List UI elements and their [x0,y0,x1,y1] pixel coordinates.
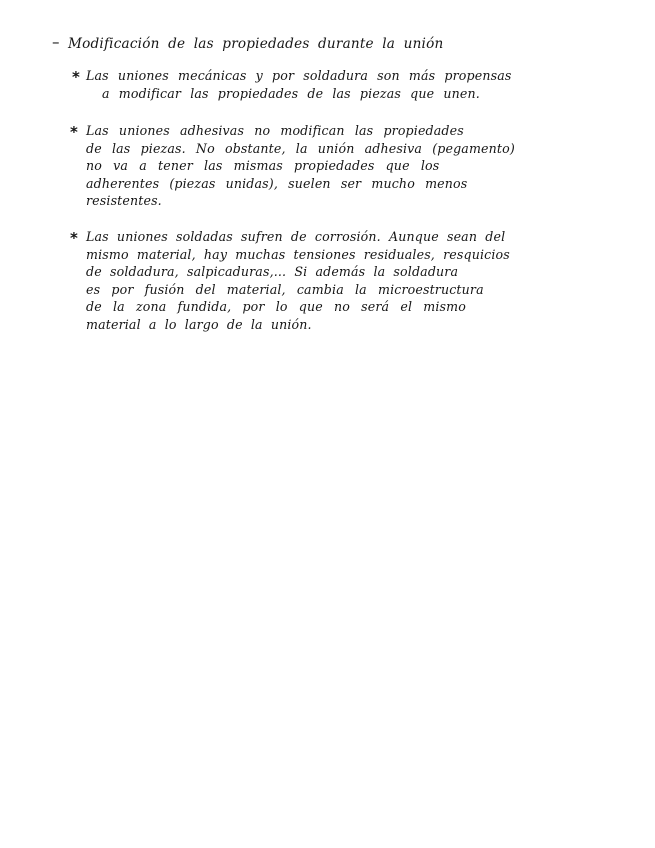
bullet-text [86,228,510,334]
text-line: mismo material, hay muchas tensiones residuales, resquicios [86,246,510,262]
asterisk-bullet-icon: * [72,68,80,86]
section-heading [52,34,632,56]
text-line: no va a tener las mismas propiedades que los [86,158,440,174]
heading-dash-marker: – [52,33,60,51]
text-line: Las uniones adhesivas no modifican las propiedades [86,123,464,138]
heading-text: Modificación de las propiedades durante la unión [68,36,444,52]
asterisk-bullet-icon: * [70,229,78,247]
bullet-text [86,122,515,210]
text-line: a modificar las propiedades de las piezas que unen. [102,86,480,101]
text-line: de la zona fundida, por lo que no será el mismo [86,299,466,315]
text-line: resistentes. [86,193,162,209]
text-line: de soldadura, salpicaduras,... Si además la soldadura [86,264,459,280]
bullet-text [86,67,512,103]
text-line: de las piezas. No obstante, la unión adhesiva (pegamento) [86,140,515,156]
text-line: Las uniones mecánicas y por soldadura son más propensas [86,68,512,83]
text-line: adherentes (piezas unidas), suelen ser mucho menos [86,175,468,191]
asterisk-bullet-icon: * [70,123,78,141]
text-line: es por fusión del material, cambia la microestructura [86,281,484,297]
text-line: material a lo largo de la unión. [86,316,312,332]
text-line: Las uniones soldadas sufren de corrosión. Aunque sean del [86,229,506,244]
